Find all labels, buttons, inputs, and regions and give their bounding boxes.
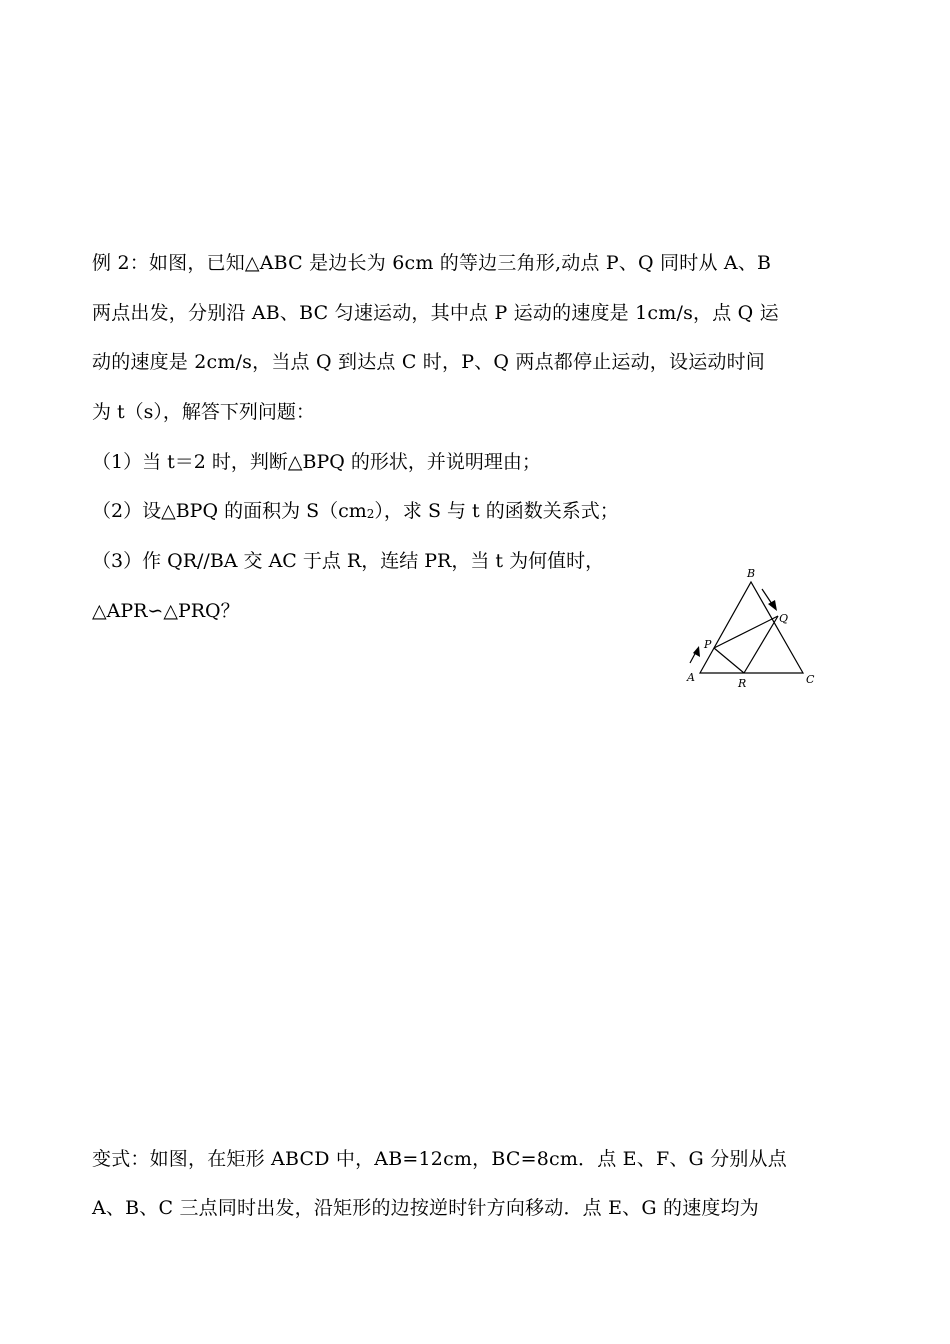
label-r: R [738,677,747,690]
label-b: B [747,567,756,580]
example-2-line-3: 动的速度是 2cm/s，当点 Q 到达点 C 时，P、Q 两点都停止运动，设运动时间 [92,351,766,373]
question-1: （1）当 t＝2 时，判断△BPQ 的形状，并说明理由； [92,451,541,473]
triangle-figure [680,562,830,692]
question-2-text-a: （2）设△BPQ 的面积为 S（cm [92,500,367,522]
question-3-line-2: △APR∽△PRQ？ [92,600,240,622]
label-c: C [806,673,815,686]
example-2-line-4: 为 t（s），解答下列问题： [92,401,315,423]
variant-line-1: 变式：如图，在矩形 ABCD 中，AB=12cm，BC=8cm．点 E、F、G 分别从点 [92,1148,787,1170]
question-3-line-1: （3）作 QR//BA 交 AC 于点 R，连结 PR，当 t 为何值时， [92,550,605,572]
label-a: A [687,671,695,684]
segment-pr [714,648,744,673]
question-2-text-b: ），求 S 与 t 的函数关系式； [374,500,619,522]
question-2-exponent: 2 [366,507,375,521]
example-2-line-1: 例 2：如图，已知△ABC 是边长为 6cm 的等边三角形,动点 P、Q 同时从 A、B [92,252,772,274]
label-p: P [704,638,712,651]
label-q: Q [779,612,789,625]
arrow-bc-head [768,600,777,611]
example-2-line-2: 两点出发，分别沿 AB、BC 匀速运动，其中点 P 运动的速度是 1cm/s，点 Q 运 [92,302,779,324]
question-2 [92,499,619,526]
variant-line-2: A、B、C 三点同时出发，沿矩形的边按逆时针方向移动．点 E、G 的速度均为 [92,1197,759,1219]
